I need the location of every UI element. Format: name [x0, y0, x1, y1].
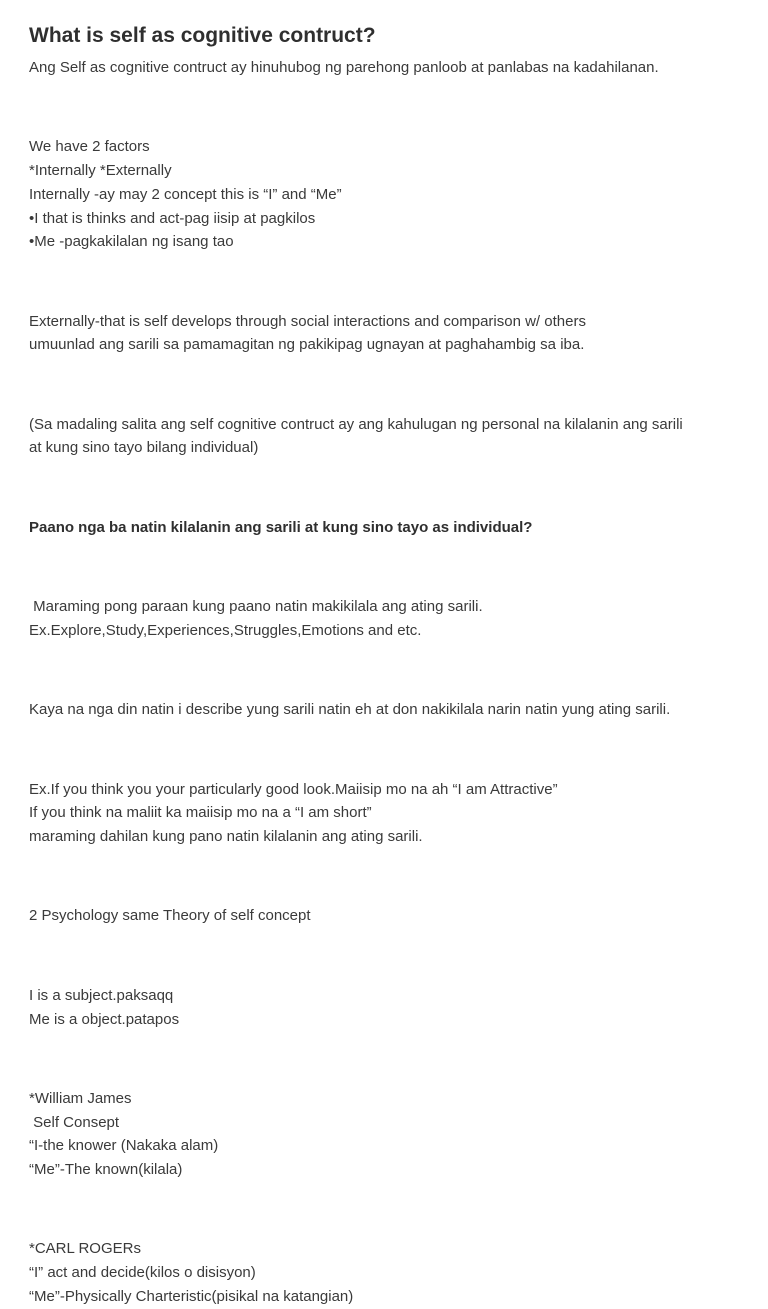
note-line: *CARL ROGERs	[29, 1240, 141, 1258]
note-line: Ang Self as cognitive contruct ay hinuhubog ng parehong panloob at panlabas na kadahilanan.	[29, 59, 659, 76]
note-line: “Me”-Physically Charteristic(pisikal na katangian)	[29, 1287, 354, 1305]
note-line: “Me”-The known(kilala)	[29, 1161, 183, 1179]
note-line: “I” act and decide(kilos o disisyon)	[29, 1264, 256, 1282]
blank-line	[29, 96, 748, 120]
note-line: *William James	[29, 1089, 132, 1107]
blank-line	[29, 373, 748, 397]
blank-line	[29, 865, 748, 889]
note-line: Me is a object.patapos	[29, 1010, 180, 1028]
note-line: •I that is thinks and act-pag iisip at pagkilos	[29, 209, 316, 227]
note-line: If you think na maliit ka maiisip mo na a “I am short”	[29, 804, 372, 822]
note-line: 2 Psychology same Theory of self concept	[29, 907, 311, 925]
note-line: “I-the knower (Nakaka alam)	[29, 1137, 219, 1155]
note-line: I is a subject.paksaqq	[29, 986, 174, 1004]
note-line: (Sa madaling salita ang self cognitive contruct ay ang kahulugan ng personal na kilalanin ang sarili	[29, 415, 683, 433]
note-line: Internally -ay may 2 concept this is “I” and “Me”	[29, 185, 342, 203]
blank-line	[29, 476, 748, 500]
blank-line	[29, 555, 748, 579]
note-heading-line: Paano nga ba natin kilalanin ang sarili at kung sino tayo as individual?	[29, 518, 533, 536]
note-body	[29, 56, 748, 1309]
note-line: Ex.Explore,Study,Experiences,Struggles,Emotions and etc.	[29, 621, 422, 639]
blank-line	[29, 1198, 748, 1222]
note-line: Ex.If you think you your particularly good look.Maiisip mo na ah “I am Attractive”	[29, 780, 558, 798]
note-line: umuunlad ang sarili sa pamamagitan ng pakikipag ugnayan at paghahambig sa iba.	[29, 336, 585, 354]
note-line: *Internally *Externally	[29, 162, 172, 180]
note-line: Kaya na nga din natin i describe yung sarili natin eh at don nakikilala narin natin yung ating sarili.	[29, 701, 671, 719]
note-line: Maraming pong paraan kung paano natin makikilala ang ating sarili.	[29, 598, 483, 616]
note-line: Self Consept	[29, 1113, 120, 1131]
note-line: at kung sino tayo bilang individual)	[29, 439, 259, 457]
note-line: maraming dahilan kung pano natin kilalanin ang ating sarili.	[29, 828, 423, 846]
note-title: What is self as cognitive contruct?	[29, 24, 376, 47]
note-line: •Me -pagkakilalan ng isang tao	[29, 233, 234, 251]
blank-line	[29, 270, 748, 294]
blank-line	[29, 738, 748, 762]
blank-line	[29, 659, 748, 683]
note-line: We have 2 factors	[29, 138, 150, 156]
note-line: Externally-that is self develops through social interactions and comparison w/ others	[29, 312, 586, 330]
blank-line	[29, 944, 748, 968]
blank-line	[29, 1047, 748, 1071]
